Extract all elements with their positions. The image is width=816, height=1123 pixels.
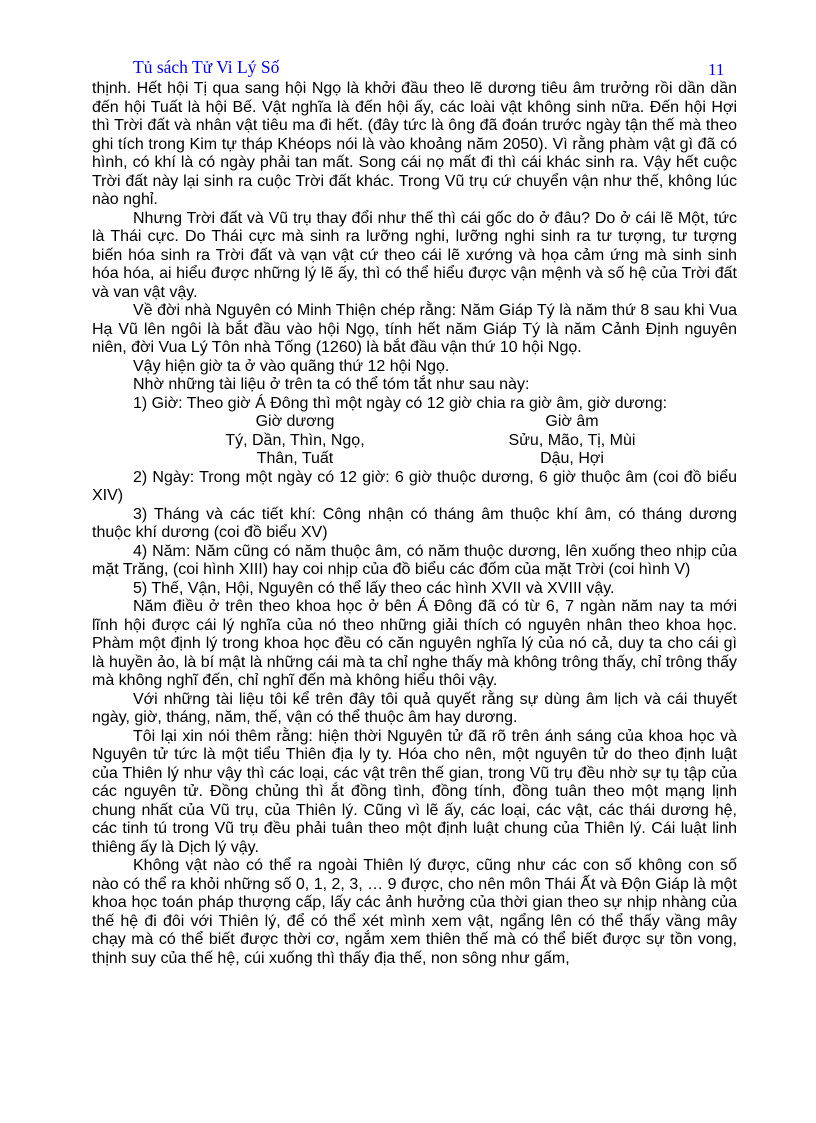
paragraph: Nhờ những tài liệu ở trên ta có thể tóm tắt như sau này: (133, 376, 530, 393)
paragraph: thịnh. Hết hội Tị qua sang hội Ngọ là khởi đầu theo lẽ dương tiêu âm trưởng rồi dần dần đến hội Tuất là hội Bế. Vật nghĩa là đến hội ấy, các loài vật không sinh nữa. Đến hội Hợi thì Trời đất và nhân vật tiêu ma đi hết. (đây tức là ông đã đoán trước ngày tận thế mà theo ghi tích trong Kim tự tháp Khéops nói là vào khoảng năm 2050). Vì rằng phàm vật gì đã có hình, có khí là có ngày phải tan mất. Song cái nọ mất đi thì cái khác sinh ra. Vậy hết cuộc Trời đất này lại sinh ra cuộc Trời đất khác. Trong Vũ trụ cứ chuyển vận như thế, không lúc nào nghỉ. (92, 80, 737, 208)
paragraph: 3) Tháng và các tiết khí: Công nhận có tháng âm thuộc khí âm, có tháng dương thuộc khí dương (coi đồ biểu XV) (92, 505, 737, 541)
paragraph: 5) Thế, Vận, Hội, Nguyên có thể lấy theo các hình XVII và XVIII vậy. (133, 579, 615, 597)
paragraph: 1) Giờ: Theo giờ Á Đông thì một ngày có 12 giờ chia ra giờ âm, giờ dương: (133, 394, 668, 412)
paragraph: Nhưng Trời đất và Vũ trụ thay đổi như thế thì cái gốc do ở đâu? Do ở cái lẽ Một, tức là Thái cực. Do Thái cực mà sinh ra lưỡng nghi, lưỡng nghi sinh ra tư tượng, tư tượng biến hóa sinh ra Trời đất và vạn vật cứ theo cái lẽ xướng và họa cảm ứng mà sinh sinh hóa hóa, ai hiểu được những lý lẽ ấy, thì có thể hiểu được vận mệnh và số hệ của Trời đất và van vật vậy. (92, 209, 737, 301)
paragraph: 4) Năm: Năm cũng có năm thuộc âm, có năm thuộc dương, lên xuống theo nhịp của mặt Trăng, (coi hình XIII) hay coi nhịp của đồ biểu các đốm của mặt Trời (coi hình V) (92, 542, 737, 578)
hours-table (92, 413, 682, 469)
paragraph: Về đời nhà Nguyên có Minh Thiện chép rằng: Năm Giáp Tý là năm thứ 8 sau khi Vua Hạ Vũ lên ngôi là bắt đầu vào hội Ngọ, tính hết năm Giáp Tý là năm Cảnh Định nguyên niên, đời Vua Lý Tôn nhà Tống (1260) là bắt đầu vận thứ 10 hội Ngọ. (92, 302, 737, 356)
paragraph: Vậy hiện giờ ta ở vào quãng thứ 12 hội Ngọ. (133, 357, 450, 375)
paragraph: 2) Ngày: Trong một ngày có 12 giờ: 6 giờ thuộc dương, 6 giờ thuộc âm (coi đồ biểu XIV) (92, 468, 737, 504)
page-number: 11 (708, 60, 725, 79)
hours-table-row (92, 450, 682, 469)
paragraph: Không vật nào có thể ra ngoài Thiên lý được, cũng như các con số không con số nào có thể ra khỏi những số 0, 1, 2, 3, … 9 được, cho nên môn Thái Ất và Độn Giáp là một khoa học toán pháp thượng cấp, lấy các ảnh hưởng của thời gian theo sự nhịp nhàng của thế hệ đi đôi với Thiên lý, để có thể xét mình xem vật, ngẩng lên có thể thấy vầng mây chạy mà có thể biết được thời cơ, ngắm xem thiên thế mà có thể biết được sự tồn vong, thịnh suy của thế hệ, cúi xuống thì thấy địa thế, non sông như gấm, (92, 857, 737, 967)
header-duong: Giờ dương (255, 413, 335, 430)
hours-am-cell: Sửu, Mão, Tị, Mùi (508, 431, 636, 449)
hours-duong-cell: Thân, Tuất (256, 450, 334, 467)
body-text (92, 80, 737, 968)
hours-table-row (92, 432, 682, 451)
header-title: Tủ sách Tử Vi Lý Số (133, 57, 280, 77)
paragraph: Tôi lại xin nói thêm rằng: hiện thời Nguyên tử đã rõ trên ánh sáng của khoa học và Nguyên tử tức là một tiểu Thiên địa ly ty. Hóa cho nên, một nguyên tử do theo định luật của Thiên lý như vậy thì các loại, các vật trên thế gian, trong Vũ trụ đều nhờ sự tụ tập của các nguyên tử. Đồng chủng thì ắt đồng tình, đồng tính, đồng tuân theo một mạng lịnh chung nhất của Vũ trụ, của Thiên lý. Cũng vì lẽ ấy, các loại, các vật, các thái dương hệ, các tinh tú trong Vũ trụ đều phải tuân theo một định luật chung của Thiên lý. Cái luật linh thiêng ấy là Dịch lý vậy. (92, 727, 737, 856)
paragraph: Với những tài liệu tôi kể trên đây tôi quả quyết rằng sự dùng âm lịch và cái thuyết ngày, giờ, tháng, năm, thế, vận có thể thuộc âm hay dương. (92, 690, 737, 726)
hours-duong-cell: Tý, Dần, Thìn, Ngọ, (225, 431, 365, 449)
header-am: Giờ âm (545, 413, 599, 430)
hours-am-cell: Dậu, Hợi (540, 450, 604, 467)
paragraph: Năm điều ở trên theo khoa học ở bên Á Đông đã có từ 6, 7 ngàn năm nay ta mới lĩnh hội được cái lý nghĩa của nó theo những giải thích có nguyên nhân theo khoa học. Phàm một định lý trong khoa học đều có căn nguyên nghĩa lý của nó cả, duy ta cho cái gì là huyền ảo, là bí mật là những cái mà ta chỉ nghe thấy mà không trông thấy, chỉ trông thấy mà không nghĩ đến, chỉ nghĩ đến mà không hiểu thôi vậy. (92, 598, 737, 689)
hours-table-header (92, 413, 682, 432)
